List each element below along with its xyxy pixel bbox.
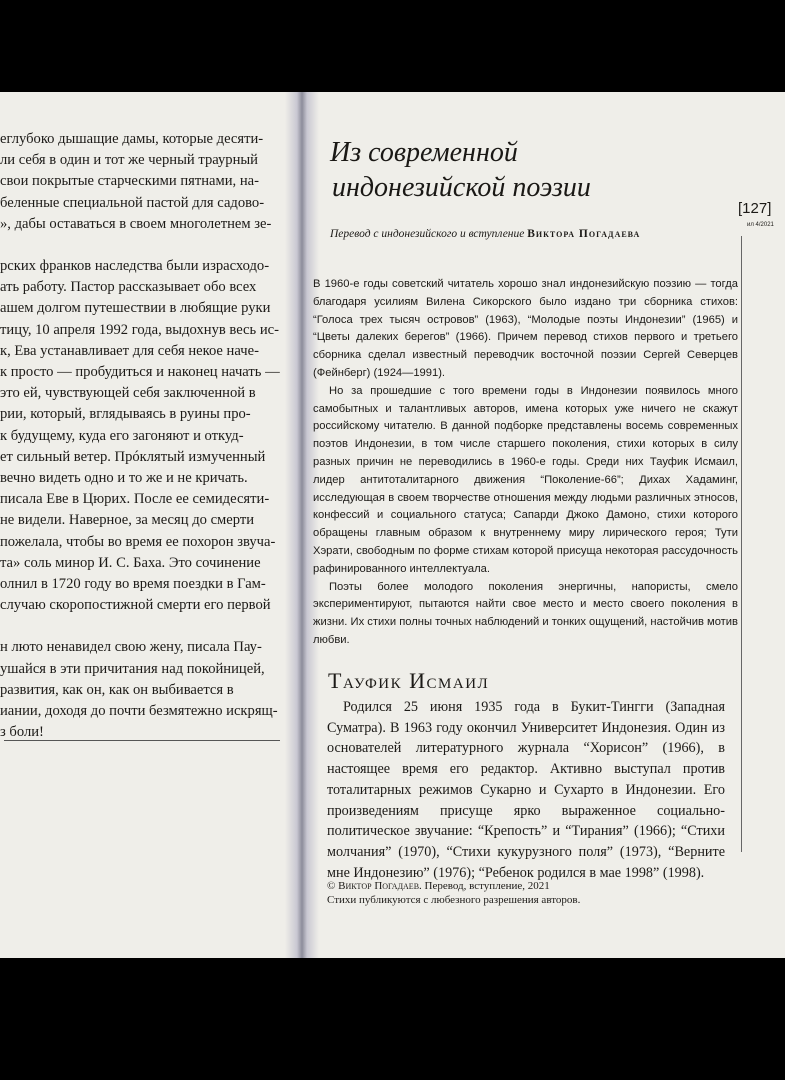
poet-bio: [327, 697, 725, 883]
left-page-line: ет сильный ветер. Прóклятый измученный: [0, 448, 266, 465]
left-page-line: з боли!: [0, 724, 44, 741]
left-page-line: случаю скоропостижной смерти его первой: [0, 597, 271, 614]
left-page-line: олнил в 1720 году во время поездки в Гам-: [0, 576, 266, 593]
left-page-line: », дабы оставаться в своем многолетнем зе-: [0, 215, 272, 232]
left-page-divider: [4, 740, 280, 741]
left-page-line: вечно видеть одно и то же и не кричать.: [0, 470, 248, 487]
copyright-text: Перевод, вступление, 2021: [424, 880, 550, 892]
left-page-line: писала Еве в Цюрих. После ее семидесяти-: [0, 491, 270, 508]
poet-name: Тауфик Исмаил: [328, 668, 490, 693]
title-line-2: индонезийской поэзии: [332, 172, 591, 203]
intro-paragraph: В 1960-е годы советский читатель хорошо знал индонезийскую поэзию — тогда благодаря усилиям Вилена Сикорского было издано три сборника стихов: “Голоса трех тысяч островов” (1963), “Молодые поэты Индонезии” (1965) и “Цветы далеких берегов” (1966). Причем перевод стихов первого и третьего сборника сделал известный переводчик восточной поэзии Сергей Северцев (Фейнберг) (1924—1991).: [313, 278, 738, 379]
left-page-line: к будущему, куда его загоняют и откуд-: [0, 427, 244, 444]
left-page-line: [0, 235, 290, 256]
left-page-line: беленные специальной пастой для садово-: [0, 194, 265, 211]
left-page-line: свои покрытые старческими пятнами, на-: [0, 173, 260, 190]
left-page-line: к просто — пробудиться и наконец начать —: [0, 364, 280, 381]
subtitle-prefix: Перевод с индонезийского и вступление: [330, 228, 525, 240]
left-page-line: развития, как он, как он выбивается в: [0, 681, 234, 698]
left-page-line: ли себя в один и тот же черный траурный: [0, 152, 258, 169]
left-page-line: иании, доходя до почти безмятежно искрящ-: [0, 703, 278, 720]
article-title: [330, 135, 591, 205]
left-page-line: ашем долгом путешествии в любящие руки: [0, 300, 271, 317]
intro-paragraph: Но за прошедшие с того времени годы в Индонезии появилось много самобытных и талантливых авторов, имена которых уже ничего не скажут российскому читателю. В данной подборке представлены восемь современных поэтов Индонезии, в том числе старшего поколения, стихи которых в силу разных причин не переводились в 1960-е годы. Среди них Тауфик Исмаил, лидер антитоталитарного движения “Поколение-66”; Дихах Хадаминг, исследующая в своем творчестве отношения между людьми различных этносов, конфессий и социального статуса; Сапарди Джоко Дамоно, стихи которого обращены главным образом к внутреннему миру лирического героя; Тути Хэрати, свободным по форме стихам которой присуща некоторая рассудочность рафинированного интеллектуала.: [313, 384, 738, 575]
left-page-line: ушайся в эти причитания над покойницей,: [0, 660, 265, 677]
copyright-note: [327, 879, 580, 907]
left-page-line: к, Ева устанавливает для себя некое наче-: [0, 342, 259, 359]
left-page-line: тицу, 10 апреля 1992 года, выдохнув весь ис-: [0, 321, 279, 338]
left-page-line: [0, 616, 290, 637]
article-subtitle: [330, 228, 640, 240]
left-page-line: рии, который, вглядываясь в руины про-: [0, 406, 251, 423]
left-page: [0, 92, 298, 958]
left-page-line: пожелала, чтобы во время ее похорон звуча-: [0, 533, 276, 550]
copyright-author: Виктор Погадаев.: [338, 880, 422, 892]
intro-text: [313, 276, 738, 650]
left-page-line: не видели. Наверное, за месяц до смерти: [0, 512, 255, 529]
left-page-text: [0, 129, 290, 743]
left-page-line: ать работу. Пастор рассказывает обо всех: [0, 279, 257, 296]
left-page-line: рских франков наследства были израсходо-: [0, 258, 270, 275]
intro-paragraph: Поэты более молодого поколения энергичны, напористы, смело экспериментируют, пытаются найти свое место и место своего поколения в жизни. Их стихи полны точных наблюдений и тонких ощущений, настойчив мотив любви.: [313, 580, 738, 646]
left-page-line: н люто ненавидел свою жену, писала Пау-: [0, 639, 262, 656]
copyright-permission: Стихи публикуются с любезного разрешения авторов.: [327, 894, 581, 906]
translator-name: Виктора Погадаева: [527, 228, 641, 240]
left-page-line: это ей, чувствующей себя заключенной в: [0, 385, 256, 402]
left-page-line: еглубоко дышащие дамы, которые десяти-: [0, 131, 264, 147]
left-page-line: та» соль минор И. С. Баха. Это сочинение: [0, 554, 261, 571]
page-number: [127]: [738, 200, 772, 217]
copyright-sign: ©: [327, 880, 336, 892]
title-line-1: Из современной: [330, 137, 518, 168]
poet-bio-text: Родился 25 июня 1935 года в Букит-Тингги (Западная Суматра). В 1963 году окончил Университет Индонезия. Один из основателей литературного журнала “Хорисон” (1966), в настоящее время его редактор. Активно выступал против тоталитарных режимов Сукарно и Сухарто в Индонезии. Его произведениям присуще ярко выраженное социально-политическое звучание: “Крепость” и “Тирания” (1966); “Стихи молчания” (1970), “Стихи кукурузного поля” (1973), “Верните мне Индонезию” (1976); “Ребенок родился в мае 1998” (1998).: [327, 699, 725, 881]
journal-code: ил 4/2021: [747, 222, 774, 228]
margin-rule: [741, 236, 742, 852]
